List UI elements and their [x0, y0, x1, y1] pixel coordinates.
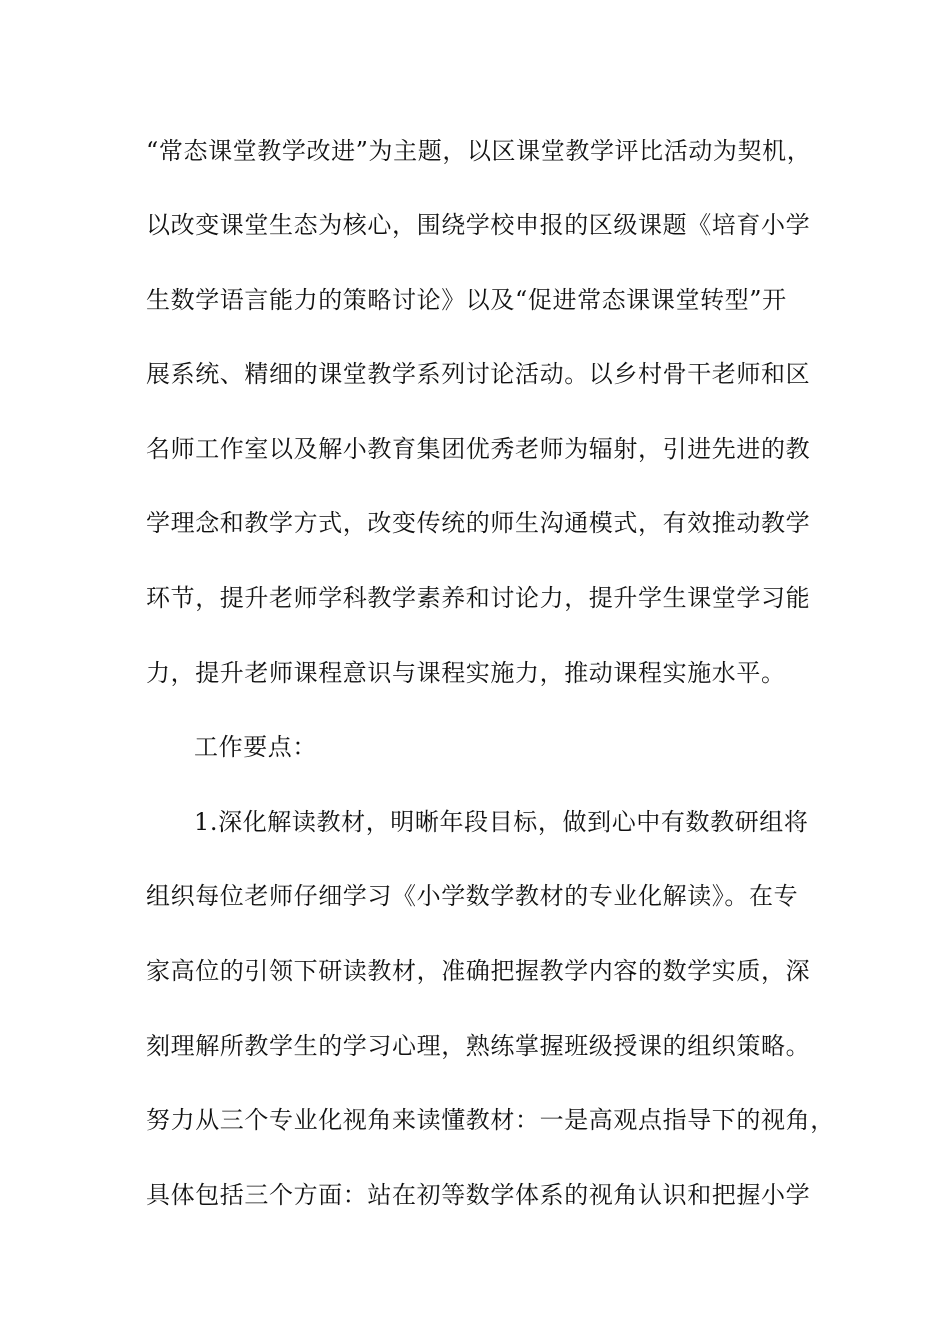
text-line-3: 生数学语言能力的策略讨论》以及“促进常态课课堂转型”开 — [146, 286, 787, 314]
text-line-5: 名师工作室以及解小教育集团优秀老师为辐射，引进先进的教 — [146, 435, 811, 463]
text-line-12: 家高位的引领下研读教材，准确把握教学内容的数学实质，深 — [146, 957, 811, 985]
text-line-11: 组织每位老师仔细学习《小学数学教材的专业化解读》。在专 — [146, 882, 799, 910]
text-line-1: “常态课堂教学改进”为主题，以区课堂教学评比活动为契机， — [146, 137, 812, 165]
text-line-7: 环节，提升老师学科教学素养和讨论力，提升学生课堂学习能 — [146, 584, 811, 612]
text-line-6: 学理念和教学方式，改变传统的师生沟通模式，有效推动教学 — [146, 509, 811, 537]
text-line-8: 力，提升老师课程意识与课程实施力，推动课程实施水平。 — [146, 659, 786, 687]
text-line-13: 刻理解所教学生的学习心理，熟练掌握班级授课的组织策略。 — [146, 1032, 811, 1060]
text-line-15: 具体包括三个方面：站在初等数学体系的视角认识和把握小学 — [146, 1181, 811, 1209]
section-heading: 工作要点： — [194, 733, 317, 761]
text-line-14: 努力从三个专业化视角来读懂教材：一是高观点指导下的视角， — [146, 1106, 835, 1134]
text-line-2: 以改变课堂生态为核心，围绕学校申报的区级课题《培育小学 — [146, 211, 811, 239]
text-line-4: 展系统、精细的课堂教学系列讨论活动。以乡村骨干老师和区 — [146, 360, 811, 388]
text-line-10: 1.深化解读教材，明晰年段目标，做到心中有数教研组将 — [194, 808, 809, 836]
